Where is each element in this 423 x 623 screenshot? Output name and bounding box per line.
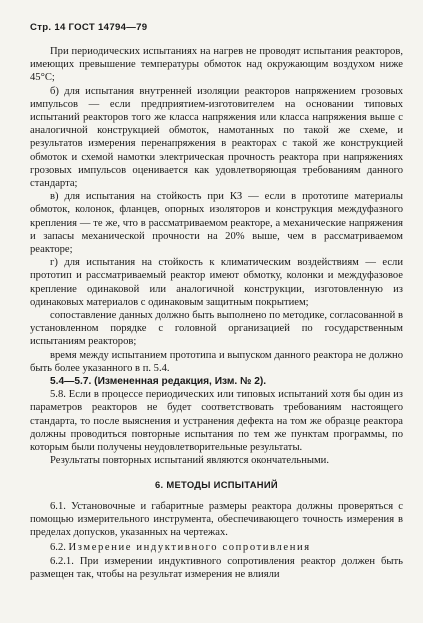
page-header: Стр. 14 ГОСТ 14794—79 (30, 22, 148, 33)
paragraph-6-2 (30, 541, 403, 554)
paragraph-final-results: Результаты повторных испытаний являются окончательными. (50, 455, 330, 467)
paragraph-time: время между испытанием прототипа и выпуском данного реактора не должно быть более указанного в п. 5.4. (30, 349, 403, 374)
paragraph-6-2-number: 6.2. (50, 542, 66, 554)
paragraph-item-b: б) для испытания внутренней изоляции реакторов напряжением грозовых импульсов — если предприятием-изготовителем на основании типовых испытаний реакторов того же класса напряжения или класса напряжения выше с аналогичной конструкцией обмоток, намотанных по такой же схеме, и результатов измерения перенапряжения в реакторах с такой же конструкцией обмоток и схемой намотки электрическая прочность реактора при напряжениях грозовых импульсов оценивается как удовлетворяющая требованиям данного стандарта; (30, 85, 403, 190)
document-body (30, 45, 403, 581)
paragraph-6-2-title: Измерение индуктивного сопротивления (68, 542, 311, 554)
paragraph-comparison: сопоставление данных должно быть выполнено по методике, согласованной в установленном порядке с головной организацией по государственным испытаниям реакторов; (30, 310, 403, 348)
paragraph-item-v: в) для испытания на стойкость при КЗ — если в прототипе материалы обмоток, колонок, фланцев, опорных изоляторов и конструкция междуфазного крепления — те же, что в рассматриваемом реакторе, а механические напряжения и запасы механической прочности на 20% выше, чем в рассматриваемом реакторе; (30, 191, 403, 256)
paragraph-6-1: 6.1. Установочные и габаритные размеры реактора должны проверяться с помощью измерительного инструмента, обеспечивающего точность измерения в пределах допусков, указанных на чертежах. (30, 500, 403, 539)
amendment-note: 5.4—5.7. (Измененная редакция, Изм. № 2). (50, 376, 267, 388)
paragraph-item-g: г) для испытания на стойкость к климатическим воздействиям — если прототип и рассматриваемый реактор имеют обмотку, колонки и междуфазовое крепление одинаковой или аналогичной конструкции, изготовленную из одинаковых материалов с одинаковым защитным покрытием; (30, 257, 403, 308)
section-title: 6. МЕТОДЫ ИСПЫТАНИЙ (155, 478, 278, 490)
paragraph-5-8: 5.8. Если в процессе периодических или типовых испытаний хотя бы один из параметров реакторов не будет соответствовать требованиям настоящего стандарта, то после выяснения и устранения дефекта на том же образце реактора должны проводиться повторные испытания по тем же пунктам программы, по которым были получены неудовлетворительные результаты. (30, 389, 403, 454)
paragraph-heating: При периодических испытаниях на нагрев не проводят испытания реакторов, имеющих превышение температуры обмоток над окружающим воздухом ниже 45°С; (30, 46, 403, 84)
paragraph-6-2-1: 6.2.1. При измерении индуктивного сопротивления реактор должен быть размещен так, чтобы на результат измерения не влияли (30, 555, 403, 580)
